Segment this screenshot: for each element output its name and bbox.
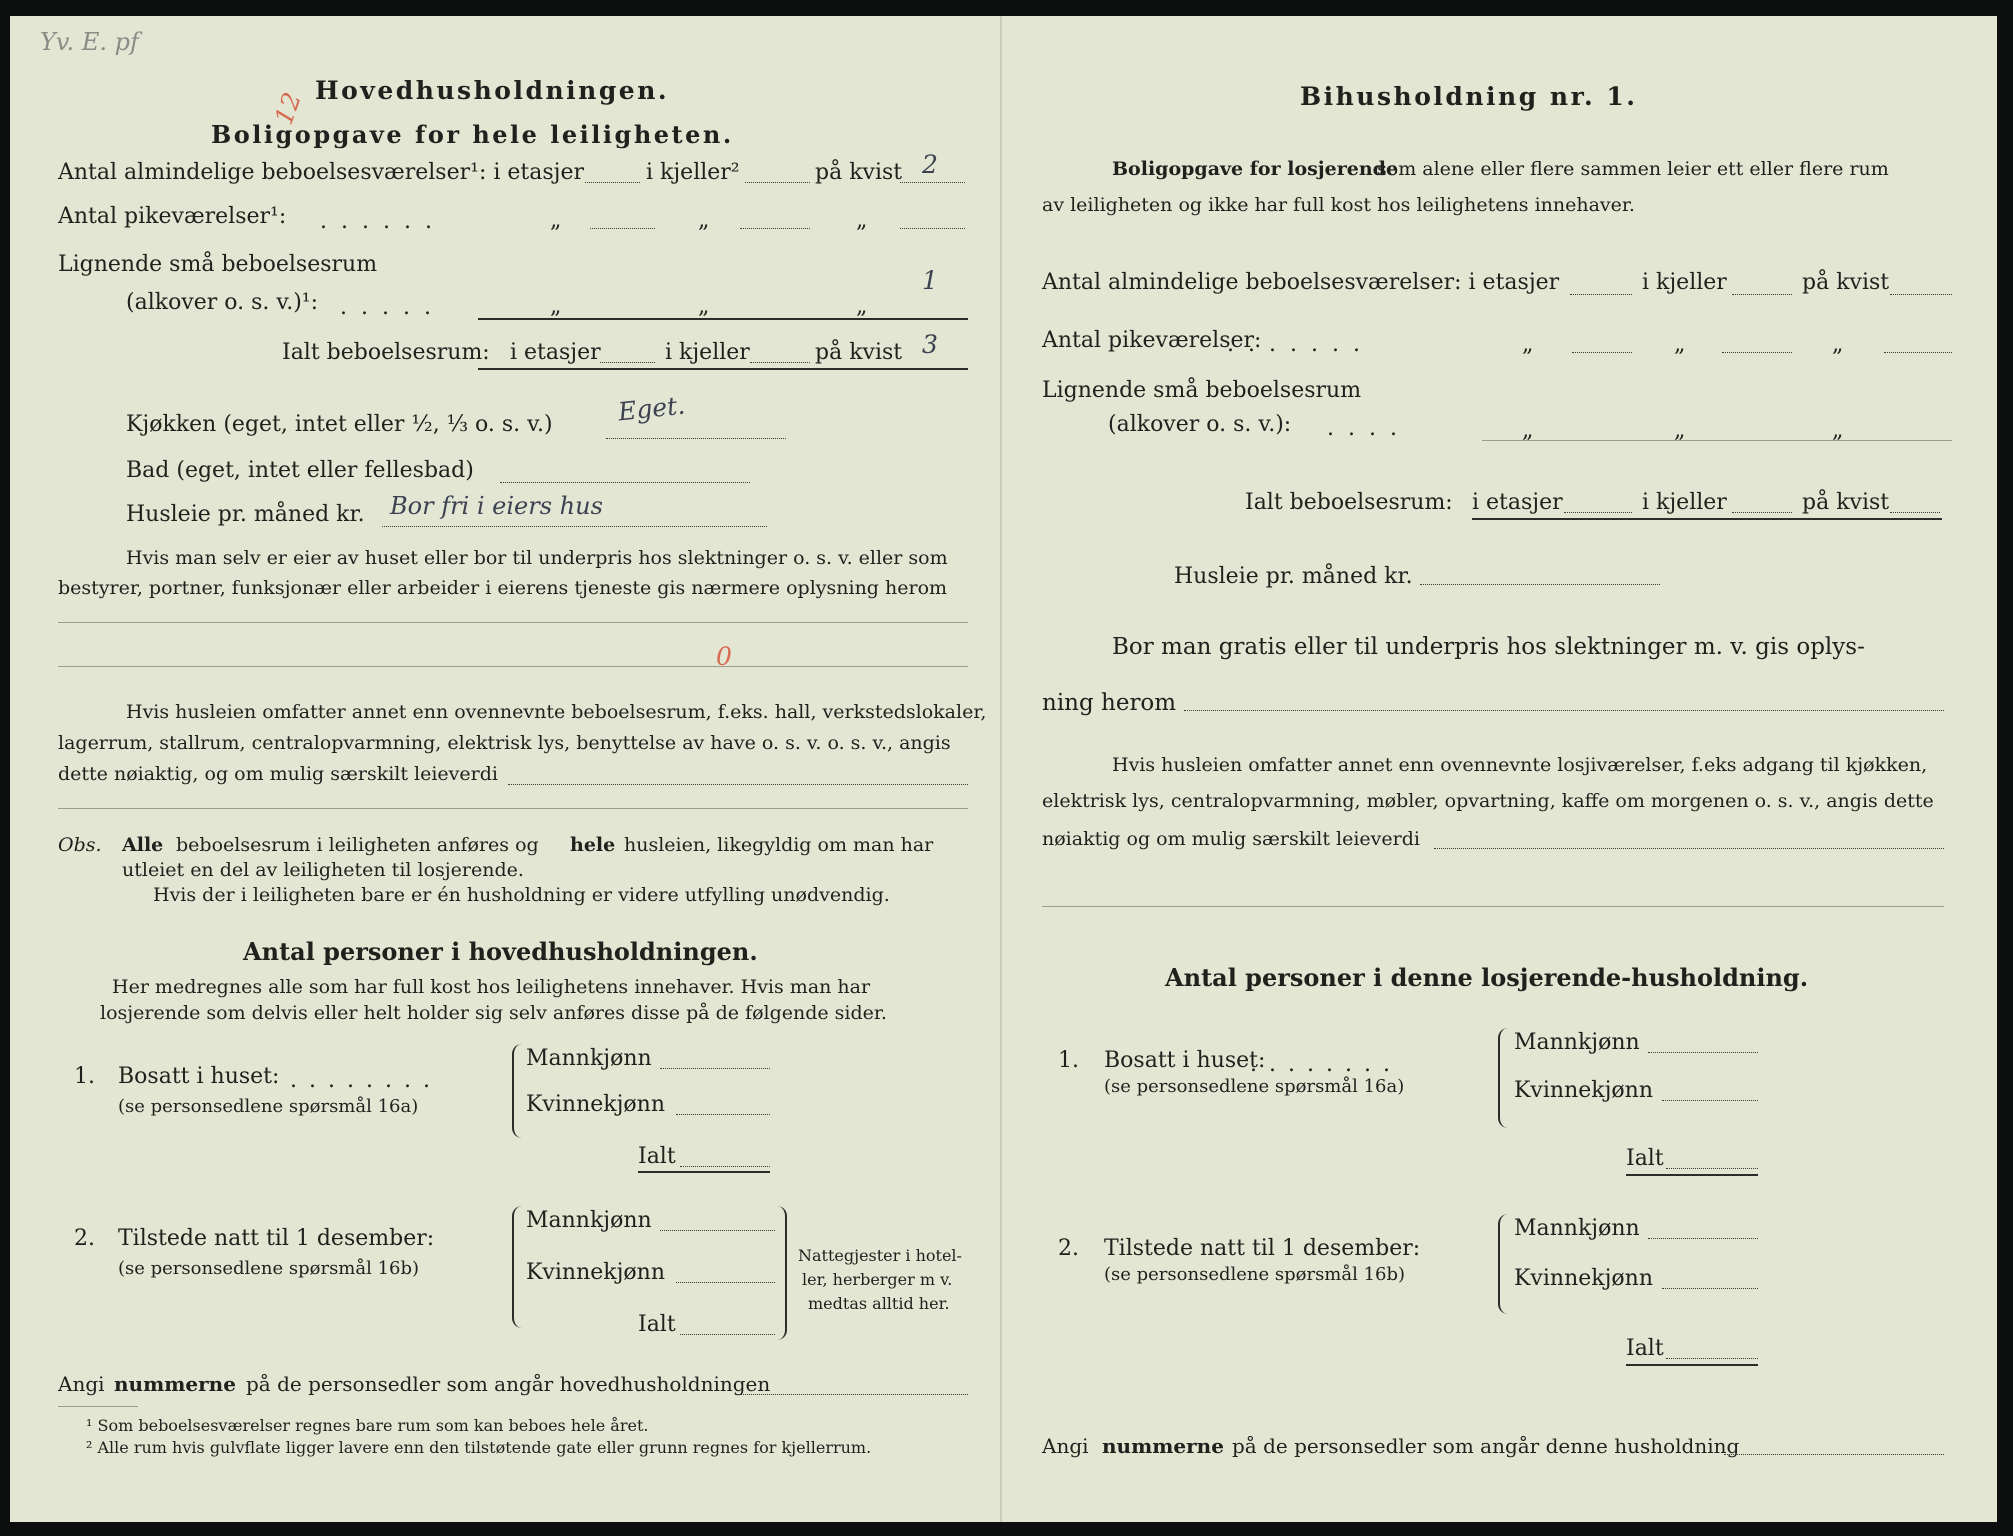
q2-brace <box>1498 1214 1510 1314</box>
pencil-note: Yv. E. pf <box>40 28 139 56</box>
pike-kvist-field[interactable] <box>1884 352 1952 353</box>
q2-number: 2. <box>1058 1236 1079 1261</box>
q2-label: Tilstede natt til 1 desember: <box>1104 1236 1421 1261</box>
gratis-line2: ning herom <box>1042 690 1177 716</box>
ialt-kjeller-label: i kjeller <box>665 340 750 365</box>
q2-number: 2. <box>74 1226 95 1251</box>
q1-ialt-label: Ialt <box>1626 1146 1664 1171</box>
q2-label: Tilstede natt til 1 desember: <box>118 1226 435 1251</box>
q2-ialt-rule <box>1626 1364 1758 1366</box>
ialt-kvist-label: på kvist <box>1802 490 1890 515</box>
persons-note-2: losjerende som delvis eller helt holder sig selv anføres disse på de følgende sider. <box>100 1002 887 1024</box>
q1-ialt-field[interactable] <box>1666 1168 1758 1169</box>
red-page-number: 12 <box>268 88 307 129</box>
ialt-beboelsesrum-label: Ialt beboelsesrum: <box>1245 490 1453 515</box>
para1-line2: bestyrer, portner, funksjonær eller arbeider i eierens tjeneste gis nærmere oplysning herom <box>58 577 948 599</box>
q1-ialt-field[interactable] <box>680 1166 770 1167</box>
q2-mann-label: Mannkjønn <box>1514 1216 1640 1241</box>
persons-note-1: Her medregnes alle som har full kost hos leilighetens innehaver. Hvis man har <box>112 976 871 998</box>
kjeller-label: i kjeller² <box>646 160 740 185</box>
ialt-kjeller-field[interactable] <box>750 362 810 363</box>
sum-rule <box>478 318 968 320</box>
antal-almindelige-label: Antal almindelige beboelsesværelser: i etasjer <box>1042 270 1560 295</box>
ditto-mark: „ <box>1832 332 1844 357</box>
para1-line1: Hvis man selv er eier av huset eller bor til underpris hos slektninger o. s. v. eller som <box>126 547 948 569</box>
kjokken-label: Kjøkken (eget, intet eller ½, ⅓ o. s. v.) <box>126 412 553 437</box>
dot-leader: ........ <box>290 1068 442 1093</box>
bad-label: Bad (eget, intet eller fellesbad) <box>126 458 474 483</box>
ialt-kjeller-label: i kjeller <box>1642 490 1727 515</box>
page-title: Bihusholdning nr. 1. <box>1300 82 1638 111</box>
q2-mann-field[interactable] <box>1648 1238 1758 1239</box>
q1-kvinne-field[interactable] <box>676 1114 770 1115</box>
q2-ialt-field[interactable] <box>1666 1358 1758 1359</box>
pike-etasjer-field[interactable] <box>1572 352 1632 353</box>
ialt-kjeller-field[interactable] <box>1732 512 1792 513</box>
q1-mann-label: Mannkjønn <box>1514 1030 1640 1055</box>
q1-kvinne-field[interactable] <box>1662 1100 1758 1101</box>
q2-kvinne-field[interactable] <box>1662 1288 1758 1289</box>
obs-alle: Alle <box>122 834 164 856</box>
right-page-bihusholdning <box>1000 16 1997 1522</box>
angi-field[interactable] <box>735 1394 968 1395</box>
husleie-field[interactable] <box>1420 584 1660 585</box>
q1-brace <box>1498 1028 1510 1128</box>
leieverdi-field[interactable] <box>508 784 968 785</box>
pikevaerelser-label: Antal pikeværelser: <box>1042 328 1262 353</box>
dot-leader: ....... <box>1227 332 1374 357</box>
answer-line[interactable] <box>58 666 968 667</box>
side-note-2: ler, herberger m v. <box>802 1270 953 1289</box>
q2-brace <box>512 1206 524 1328</box>
left-page-hovedhusholdning <box>10 16 1000 1522</box>
kjeller-field[interactable] <box>1732 294 1792 295</box>
angi-nummerne: nummerne <box>114 1372 236 1396</box>
dot-leader: ........ <box>1250 1052 1402 1077</box>
q1-label: Bosatt i huset: <box>118 1064 280 1089</box>
dot-leader: .... <box>1327 416 1411 441</box>
lignende-label: Lignende små beboelsesrum <box>58 252 378 277</box>
obs-hele: hele <box>570 834 616 856</box>
kjokken-field[interactable] <box>606 438 786 439</box>
angi-text1: Angi <box>58 1372 105 1396</box>
q1-ialt-rule <box>1626 1174 1758 1176</box>
kvist-label: på kvist <box>815 160 903 185</box>
footnote-2: ² Alle rum hvis gulvflate ligger lavere enn den tilstøtende gate eller grunn regnes for kjellerrum. <box>86 1438 872 1457</box>
intro-rest: som alene eller flere sammen leier ett eller flere rum <box>1377 158 1889 180</box>
leieverdi-field[interactable] <box>1434 848 1944 849</box>
lignende-label: Lignende små beboelsesrum <box>1042 378 1362 403</box>
kvist-label: på kvist <box>1802 270 1890 295</box>
q2-sub: (se personsedlene spørsmål 16b) <box>118 1258 420 1279</box>
side-note-3: medtas alltid her. <box>808 1294 950 1313</box>
ditto-mark: „ <box>1522 332 1534 357</box>
para2-line2: lagerrum, stallrum, centralopvarmning, elektrisk lys, benyttelse av have o. s. v. o. s. v., angis <box>58 732 951 754</box>
answer-line[interactable] <box>58 808 968 809</box>
persons-title: Antal personer i hovedhusholdningen. <box>243 937 758 966</box>
ialt-kvist-field[interactable] <box>1890 512 1940 513</box>
q2-sub: (se personsedlene spørsmål 16b) <box>1104 1264 1406 1285</box>
q2-ialt-label: Ialt <box>1626 1336 1664 1361</box>
para-line1: Hvis husleien omfatter annet enn ovennevnte losjiværelser, f.eks adgang til kjøkken, <box>1112 754 1928 776</box>
obs-text2: husleien, likegyldig om man har <box>624 834 934 856</box>
para-line2: elektrisk lys, centralopvarmning, møbler, opvartning, kaffe om morgenen o. s. v., angis dette <box>1042 790 1934 812</box>
kjeller-field[interactable] <box>745 182 810 183</box>
pike-kjeller-field[interactable] <box>740 228 810 229</box>
ialt-rule <box>1472 518 1942 520</box>
q2-mann-label: Mannkjønn <box>526 1208 652 1233</box>
q2-kvinne-field[interactable] <box>676 1282 775 1283</box>
intro-line2: av leiligheten og ikke har full kost hos leilighetens innehaver. <box>1042 194 1635 216</box>
pike-etasjer-field[interactable] <box>590 228 655 229</box>
side-note-1: Nattegjester i hotel- <box>798 1246 962 1265</box>
red-zero: 0 <box>716 642 732 671</box>
ialt-kvist-label: på kvist <box>815 340 903 365</box>
q1-brace <box>512 1044 524 1138</box>
ditto-mark: „ <box>550 208 562 233</box>
ialt-etasjer-field[interactable] <box>1564 512 1632 513</box>
q1-sub: (se personsedlene spørsmål 16a) <box>1104 1076 1405 1097</box>
obs-line2: utleiet en del av leiligheten til losjerende. <box>122 859 524 881</box>
angi-text1: Angi <box>1042 1434 1089 1458</box>
etasjer-field[interactable] <box>585 182 640 183</box>
q1-kvinne-label: Kvinnekjønn <box>1514 1078 1653 1103</box>
ditto-mark: „ <box>1674 332 1686 357</box>
angi-text2: på de personsedler som angår denne husholdning <box>1232 1434 1740 1458</box>
ditto-mark: „ <box>1674 418 1686 443</box>
ditto-mark: „ <box>1832 418 1844 443</box>
ditto-mark: „ <box>550 294 562 319</box>
q1-mann-label: Mannkjønn <box>526 1046 652 1071</box>
footnote-divider <box>58 1406 138 1407</box>
q2-ialt-field[interactable] <box>680 1334 775 1335</box>
q1-ialt-rule <box>638 1171 770 1173</box>
husleie-value: Bor fri i eiers hus <box>390 492 603 520</box>
ditto-mark: „ <box>698 294 710 319</box>
husleie-label: Husleie pr. måned kr. <box>1174 564 1413 589</box>
q1-mann-field[interactable] <box>660 1068 770 1069</box>
kvist-value-1: 2 <box>922 150 938 179</box>
antal-almindelige-label: Antal almindelige beboelsesværelser¹: i etasjer <box>58 160 585 185</box>
ialt-etasjer-label: i etasjer <box>1472 490 1563 515</box>
angi-text2: på de personsedler som angår hovedhusholdningen <box>246 1372 771 1396</box>
obs-text1: beboelsesrum i leiligheten anføres og <box>176 834 539 856</box>
q2-mann-field[interactable] <box>660 1230 775 1231</box>
obs-line3: Hvis der i leiligheten bare er én husholdning er videre utfylling unødvendig. <box>153 884 890 906</box>
q1-number: 1. <box>1058 1048 1079 1073</box>
ialt-rule <box>478 368 968 370</box>
ditto-mark: „ <box>856 208 868 233</box>
answer-line[interactable] <box>1042 906 1944 907</box>
pikevaerelser-label: Antal pikeværelser¹: <box>58 204 287 229</box>
pike-kvist-field[interactable] <box>900 228 965 229</box>
alkover-label: (alkover o. s. v.)¹: <box>126 290 319 315</box>
alkover-label: (alkover o. s. v.): <box>1108 412 1292 437</box>
kjeller-label: i kjeller <box>1642 270 1727 295</box>
sum-rule <box>1482 440 1952 441</box>
q2-kvinne-label: Kvinnekjønn <box>526 1260 665 1285</box>
gratis-field[interactable] <box>1184 710 1944 711</box>
q1-ialt-label: Ialt <box>638 1144 676 1169</box>
angi-nummerne: nummerne <box>1102 1434 1224 1458</box>
para2-line1: Hvis husleien omfatter annet enn ovennevnte beboelsesrum, f.eks. hall, verkstedslokaler, <box>126 701 987 723</box>
intro-bold: Boligopgave for losjerende <box>1112 158 1399 180</box>
ditto-mark: „ <box>856 294 868 319</box>
etasjer-field[interactable] <box>1570 294 1632 295</box>
q2-kvinne-label: Kvinnekjønn <box>1514 1266 1653 1291</box>
dot-leader: ...... <box>320 209 446 234</box>
q1-label: Bosatt i huset: <box>1104 1048 1266 1073</box>
dot-leader: ..... <box>340 295 445 320</box>
para2-line3: dette nøiaktig, og om mulig særskilt leieverdi <box>58 763 498 785</box>
ditto-mark: „ <box>1522 418 1534 443</box>
husleie-field[interactable] <box>382 526 767 527</box>
page-title: Hovedhusholdningen. <box>315 76 670 105</box>
q1-kvinne-label: Kvinnekjønn <box>526 1092 665 1117</box>
gratis-line1: Bor man gratis eller til underpris hos slektninger m. v. gis oplys- <box>1112 634 1865 660</box>
obs-label: Obs. <box>58 834 102 856</box>
ialt-etasjer-field[interactable] <box>600 362 655 363</box>
persons-title: Antal personer i denne losjerende-husholdning. <box>1165 963 1809 992</box>
bad-field[interactable] <box>500 482 750 483</box>
ialt-beboelsesrum-label: Ialt beboelsesrum: <box>282 340 490 365</box>
q2-ialt-label: Ialt <box>638 1312 676 1337</box>
para-line3: nøiaktig og om mulig særskilt leieverdi <box>1042 828 1420 850</box>
answer-line[interactable] <box>58 622 968 623</box>
q1-sub: (se personsedlene spørsmål 16a) <box>118 1096 419 1117</box>
q1-mann-field[interactable] <box>1648 1052 1758 1053</box>
q1-number: 1. <box>74 1064 95 1089</box>
angi-field[interactable] <box>1724 1454 1944 1455</box>
pike-kjeller-field[interactable] <box>1722 352 1792 353</box>
page-subtitle: Boligopgave for hele leiligheten. <box>211 120 734 149</box>
husleie-label: Husleie pr. måned kr. <box>126 502 365 527</box>
kvist-value-lignende: 1 <box>922 266 938 295</box>
ditto-mark: „ <box>698 208 710 233</box>
ialt-kvist-value: 3 <box>922 330 938 359</box>
kvist-field[interactable] <box>900 182 965 183</box>
ialt-etasjer-label: i etasjer <box>510 340 601 365</box>
q2-right-brace <box>775 1206 787 1340</box>
footnote-1: ¹ Som beboelsesværelser regnes bare rum som kan beboes hele året. <box>86 1416 649 1435</box>
kvist-field[interactable] <box>1890 294 1952 295</box>
kjokken-value: Eget. <box>616 390 687 427</box>
